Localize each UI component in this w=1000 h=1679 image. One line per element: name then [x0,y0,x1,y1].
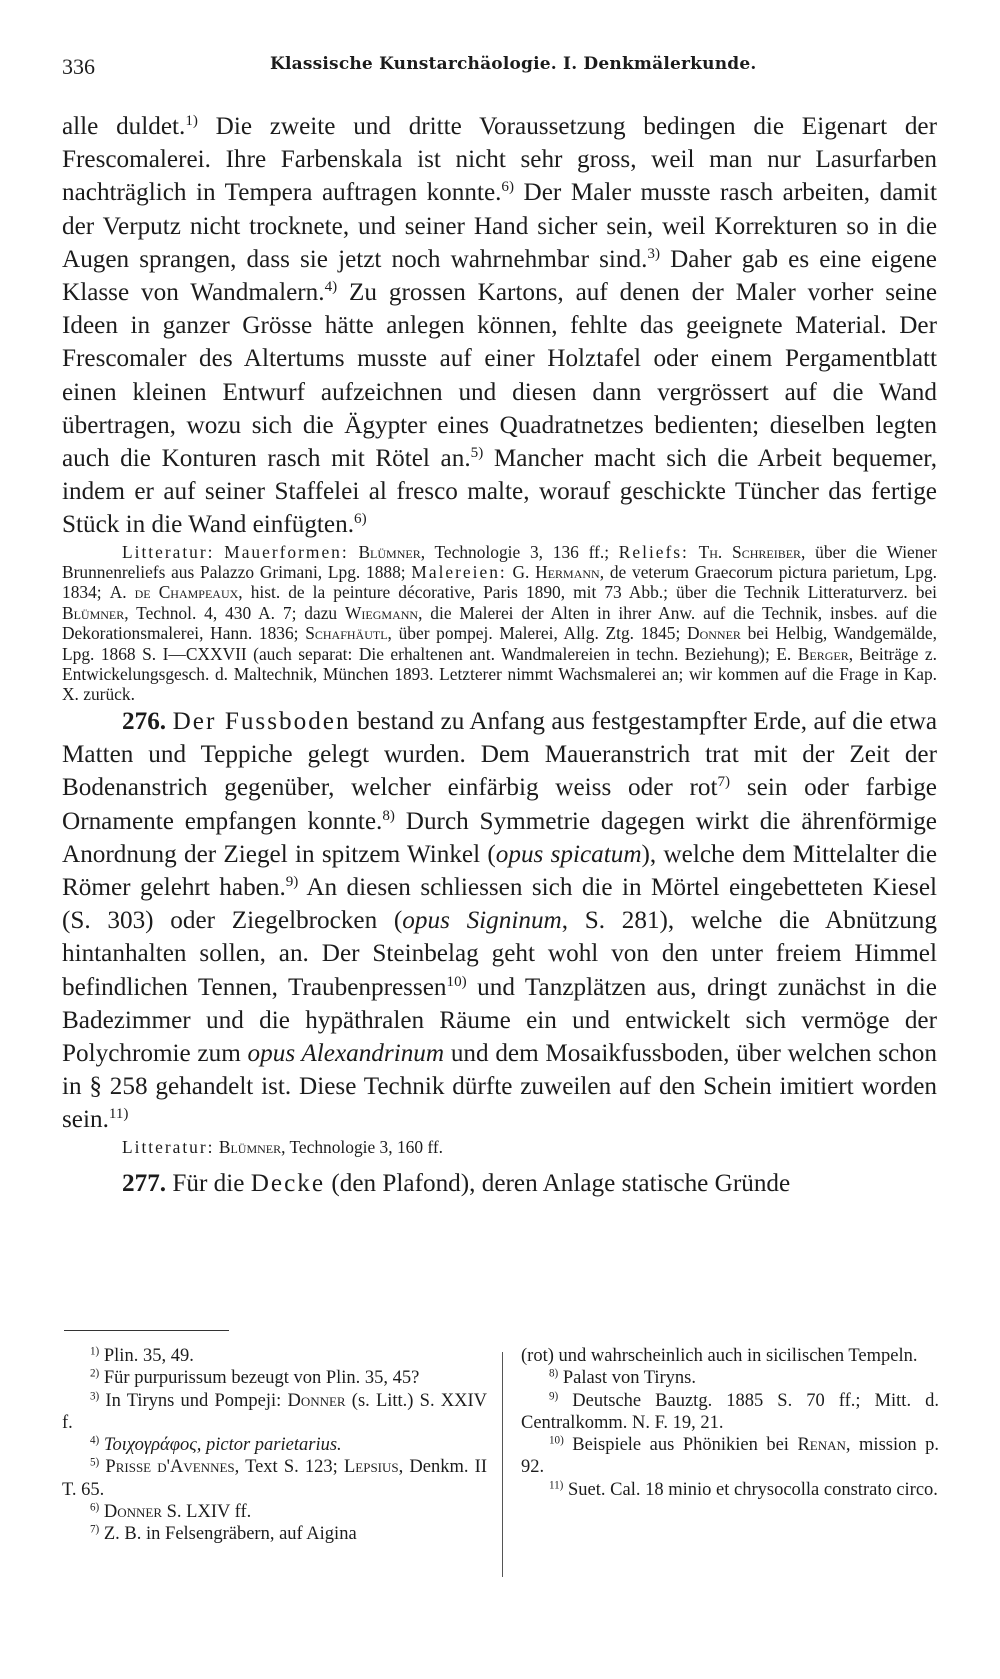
author-name: Donner [687,623,741,644]
footnote-mark: 2) [90,1367,100,1380]
footnote-ref: 6) [354,511,367,528]
footnote-text: Z. B. in Felsengräbern, auf Aigina [99,1524,357,1545]
spaced-term: Malereien: [411,562,507,583]
footnote-3 [62,1390,487,1435]
section-number: 277. [122,1169,167,1197]
page-header [62,46,937,86]
footnote-mark: 6) [90,1501,100,1514]
footnote-ref: 1) [185,112,198,129]
footnote-text: , Denkm. II T. 65. [62,1457,487,1500]
footnote-text: Beispiele aus Phönikien bei [563,1435,798,1456]
text-run: (den Plafond), deren Anlage statische Gründe [325,1169,791,1197]
latin-term: opus Alexandrinum [247,1039,445,1067]
spaced-term: Der Fussboden [172,707,351,735]
latin-term: opus Signinum [402,907,562,935]
text-run: ), welche dem Mittelalter die Römer gelehrt haben. [62,840,938,901]
author-name: Donner [103,1502,163,1523]
text-run: , Technologie 3, 160 ff. [281,1136,443,1157]
text-run: , de veterum Graecorum pictura parietum, Lpg. 1834; [62,562,938,603]
text-run: , Technol. 4, 430 A. 7; dazu [124,602,338,623]
footnote-ref: 11) [108,1106,129,1123]
footnote-text: Für purpurissum bezeugt von Plin. 35, 45? [99,1368,420,1389]
footnote-ref: 3) [647,245,660,262]
text-run: Zu grossen Kartons, auf denen der Maler vorher seine Ideen in ganzer Grösse hätte anlegen können, fehlte das geeignete Material. Der Frescomaler des Altertums musste auf einer Holztafel oder einem Pergamentblatt einen kleinen Entwurf aufzeichnen und diesen dann vergrössert auf die Wand übertragen, wozu sich die Ägypter eines Quadratnetzes bedienten; dieselben legten auch die Konturen rasch mit Rötel an. [62,279,938,473]
footnote-mark: 1) [90,1345,100,1358]
footnote-text: (s. Litt.) S. XXIV f. [62,1390,487,1433]
author-name: Berger [797,643,849,664]
footnote-6 [62,1501,487,1523]
footnote-text: Palast von Tiryns. [558,1368,697,1389]
text-run: und Tanzplätzen aus, dringt zunächst in die Badezimmer und die hypäthralen Räume ein und entwickelt sich vermöge der Polychromie zum [62,973,937,1067]
text-run: , hist. de la peinture décorative, Paris 1890, mit 73 Abb.; über die Technik Litteraturverz. bei [238,582,937,603]
text-run: bei Helbig, Wandgemälde, Lpg. 1868 S. I—CXXVII (auch separat: Die erhaltenen ant. Wandmalereien in techn. Beziehung); E. [62,623,937,664]
text-run: Durch Symmetrie dagegen wirkt die ährenförmige Anordnung der Ziegel in spitzem Winkel ( [62,807,937,868]
text-run: , die Malerei der Alten in ihrer Anw. auf die Technik, insbes. auf die Dekorationsmalerei, Hann. 1836; [62,602,937,644]
footnote-text: (rot) und wahrscheinlich auch in sicilischen Tempeln. [521,1346,918,1366]
text-run: , Beiträge z. Entwickelungsgesch. d. Maltechnik, München 1893. Letzterer nimmt Wachsmalerei an; wir kommen auf die Frage in Kap. X. zurück. [62,643,938,705]
footnote-text: S. LXIV ff. [162,1502,252,1523]
footnote-text: , Text S. 123; [234,1457,344,1478]
footnote-mark: 3) [90,1389,100,1402]
spaced-term: Mauerformen: [224,541,349,562]
footnote-mark: 5) [90,1456,100,1469]
literature-note-floor [62,1137,937,1157]
footnote-mark: 8) [549,1367,559,1380]
literature-label: Litteratur: [122,1136,215,1157]
footnote-7-continued [521,1345,939,1367]
paragraph-276-floor [62,705,937,1137]
footnote-mark: 9) [549,1389,559,1402]
author-name: Prisse d'Avennes [105,1457,235,1478]
text-run: , über die Wiener Brunnenreliefs aus Palazzo Grimani, Lpg. 1888; [62,541,937,583]
text-run: Der Maler musste rasch arbeiten, damit der Verputz nicht trocknete, und seiner Hand sicher sein, weil Korrekturen so in die Augen sprangen, dass sie jetzt noch wahrnehmbar sind. [62,179,937,273]
paragraph-fresco [62,110,937,542]
author-name: Donner [287,1390,346,1411]
author-name: Lepsius [343,1457,399,1478]
footnote-7 [62,1523,487,1545]
footnote-1 [62,1345,487,1367]
footnote-10 [521,1434,939,1479]
footnote-text: , mission p. 92. [521,1435,939,1478]
footnote-4 [62,1434,487,1456]
running-title: Klassische Kunstarchäologie. I. Denkmälerkunde. [270,54,757,74]
author-name: Th. Schreiber [698,541,802,562]
footnote-mark: 7) [90,1523,100,1536]
footnote-text: Deutsche Bauztg. 1885 S. 70 ff.; Mitt. d. Centralkomm. N. F. 19, 21. [521,1390,939,1433]
author-name: Blümner [358,541,421,562]
footnote-5 [62,1456,487,1501]
literature-label: Litteratur: [122,541,215,562]
footnote-9 [521,1390,939,1435]
page-number: 336 [62,54,95,79]
text-run: An diesen schliessen sich die in Mörtel eingebetteten Kiesel (S. 303) oder Ziegelbrocken ( [62,873,938,935]
spaced-term: Decke [250,1169,326,1197]
author-name: G. Hermann [512,562,600,583]
footnote-11 [521,1479,939,1501]
footnote-ref: 7) [717,774,731,791]
author-name: Blümner [62,602,125,623]
footnote-text: Suet. Cal. 18 minio et chrysocolla constrato circo. [563,1479,938,1500]
spaced-term: Reliefs: [618,541,689,562]
footnote-text: In Tiryns und Pompeji: [99,1390,288,1411]
footnotes-right-column [521,1345,939,1501]
paragraph-277-ceiling [62,1167,937,1200]
footnote-ref: 10) [446,973,467,990]
text-run: , Technologie 3, 136 ff.; [420,541,610,562]
footnote-ref: 9) [285,873,299,890]
text-run: und dem Mosaikfussboden, über welchen schon in § 258 gehandelt ist. Diese Technik dürfte zuweilen auf den Schein imitiert worden sein. [62,1039,937,1134]
footnote-ref: 6) [501,179,515,196]
author-name: Blümner [218,1136,282,1157]
footnotes-left-column [62,1345,487,1546]
text-run: bestand zu Anfang aus festgestampfter Erde, auf die etwa Matten und Teppiche gelegt wurden. Dem Maueranstrich trat mit der Zeit der Bodenanstrich gegenüber, welcher einfärbig weiss oder rot [62,707,938,802]
footnote-8 [521,1367,939,1389]
footnote-ref: 8) [382,807,395,824]
text-run: Mancher macht sich die Arbeit bequemer, indem er auf seiner Staffelei al fresco malte, worauf geschickte Tüncher das fertige Stück in die Wand einfügten. [62,445,937,539]
text-run: Die zweite und dritte Voraussetzung bedingen die Eigenart der Frescomalerei. Ihre Farbenskala ist nicht sehr gross, weil man nur Lasurfarben nachträglich in Tempera auftragen konnte. [62,113,938,207]
footnote-rule [64,1330,229,1331]
footnote-ref: 5) [470,444,484,461]
footnote-mark: 4) [90,1434,100,1447]
text-run: , über pompej. Malerei, Allg. Ztg. 1845; [387,623,681,644]
main-text [62,110,937,1200]
section-number: 276. [122,707,167,735]
text-run: , S. 281), welche die Abnützung hintanhalten sollen, an. Der Steinbelag geht wohl von den unter freiem Himmel befindlichen Tennen, Traubenpressen [62,907,937,1001]
text-run: sein oder farbige Ornamente empfangen konnte. [62,774,937,835]
footnote-text: Plin. 35, 49. [99,1346,194,1366]
latin-term: opus spicatum [495,840,642,868]
author-name: Wiegmann [345,602,419,623]
author-name: A. de Champeaux [109,582,239,603]
author-name: Renan [797,1435,846,1456]
author-name: Schafhäutl [305,623,388,644]
literature-note-walls [62,542,937,705]
footnote-text: Τοιχογράφος, pictor parietarius. [103,1435,342,1456]
footnote-column-divider [502,1352,503,1577]
footnote-mark: 11) [549,1479,564,1492]
footnote-ref: 4) [324,278,338,295]
text-run: Daher gab es eine eigene Klasse von Wandmalern. [62,245,937,307]
footnote-mark: 10) [549,1434,564,1447]
text-run: Für die [166,1169,251,1197]
footnote-2 [62,1367,487,1389]
text-run: alle duldet. [62,113,186,140]
